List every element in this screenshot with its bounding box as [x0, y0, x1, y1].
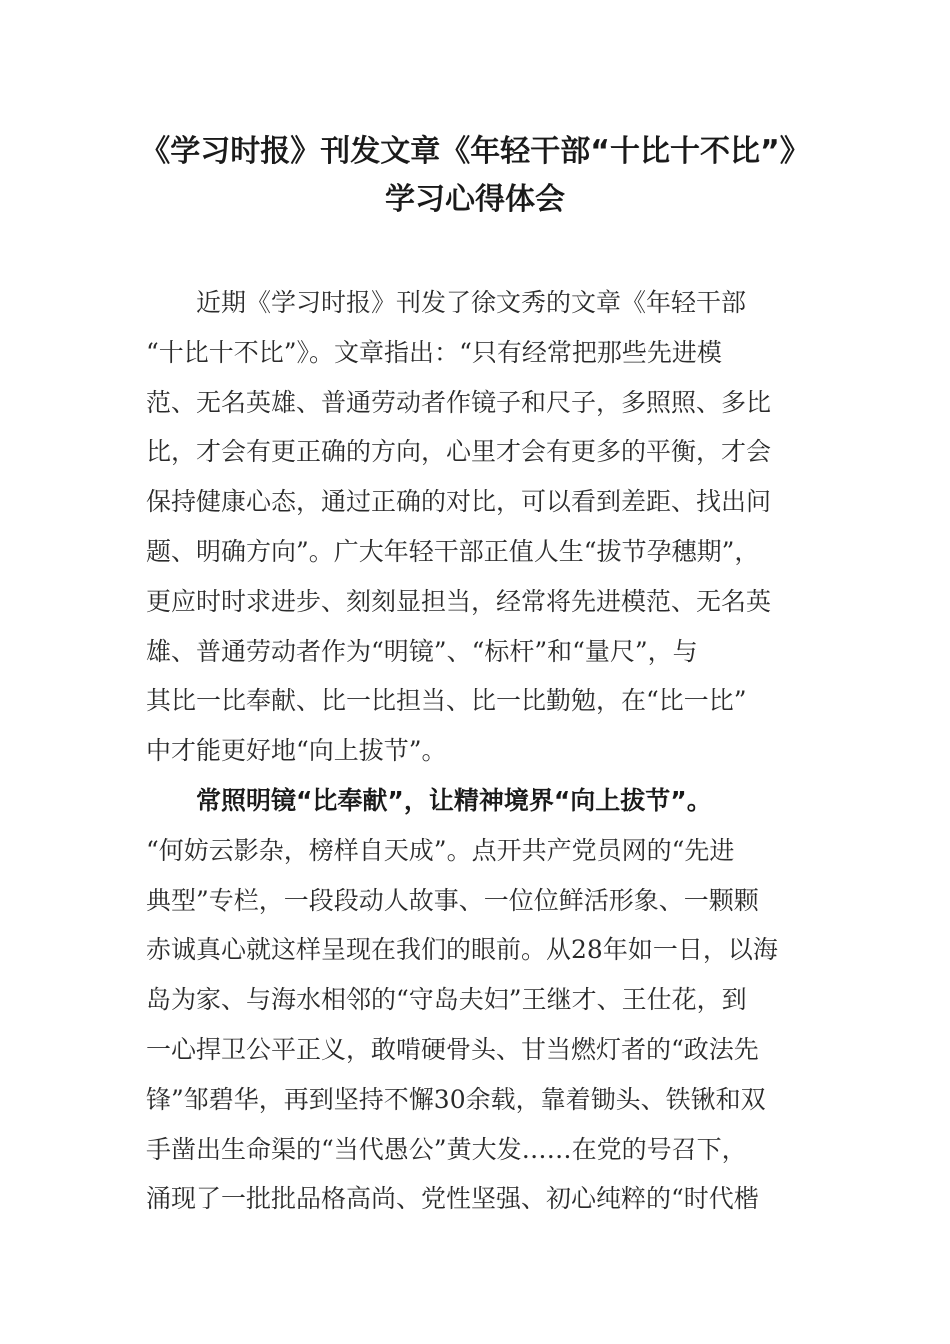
- paragraph-2-line: 锋”邹碧华，再到坚持不懈30余载，靠着锄头、铁锹和双: [146, 1084, 766, 1114]
- paragraph-2-line: 手凿出生命渠的“当代愚公”黄大发……在党的号召下，: [146, 1134, 747, 1164]
- document-body: [146, 278, 800, 1224]
- section-heading: 常照明镜“比奉献”，让精神境界“向上拔节”。: [196, 785, 712, 815]
- paragraph-1-line: 范、无名英雄、普通劳动者作镜子和尺子，多照照、多比: [146, 387, 772, 417]
- paragraph-1-line: “十比十不比”》。文章指出：“只有经常把那些先进模: [146, 337, 722, 367]
- paragraph-2-line: 典型”专栏，一段段动人故事、一位位鲜活形象、一颗颗: [146, 885, 759, 915]
- paragraph-2-line: 一心捍卫公平正义，敢啃硬骨头、甘当燃灯者的“政法先: [146, 1034, 759, 1064]
- paragraph-1-line: 近期《学习时报》刊发了徐文秀的文章《年轻干部: [196, 288, 747, 317]
- paragraph-2-line: 赤诚真心就这样呈现在我们的眼前。从28年如一日，以海: [146, 935, 778, 965]
- title-line-2: 学习心得体会: [385, 182, 565, 217]
- paragraph-1-line: 中才能更好地“向上拔节”。: [146, 736, 447, 766]
- paragraph-2-line: “何妨云影杂，榜样自天成”。点开共产党员网的“先进: [146, 835, 735, 865]
- paragraph-1-line: 比，才会有更正确的方向，心里才会有更多的平衡，才会: [146, 437, 772, 467]
- document-title: [100, 128, 850, 224]
- title-line-1: 《学习时报》刊发文章《年轻干部“十比十不比”》: [140, 134, 810, 169]
- paragraph-1-line: 其比一比奉献、比一比担当、比一比勤勉，在“比一比”: [146, 686, 747, 716]
- paragraph-1-line: 保持健康心态，通过正确的对比，可以看到差距、找出问: [146, 487, 772, 517]
- paragraph-2-line: 岛为家、与海水相邻的“守岛夫妇”王继才、王仕花，到: [146, 985, 747, 1015]
- paragraph-1-line: 更应时时求进步、刻刻显担当，经常将先进模范、无名英: [146, 586, 772, 616]
- paragraph-1-line: 雄、普通劳动者作为“明镜”、“标杆”和“量尺”，与: [146, 636, 698, 666]
- paragraph-1-line: 题、明确方向”。广大年轻干部正值人生“拔节孕穗期”，: [146, 536, 760, 566]
- paragraph-2-line: 涌现了一批批品格高尚、党性坚强、初心纯粹的“时代楷: [146, 1184, 759, 1214]
